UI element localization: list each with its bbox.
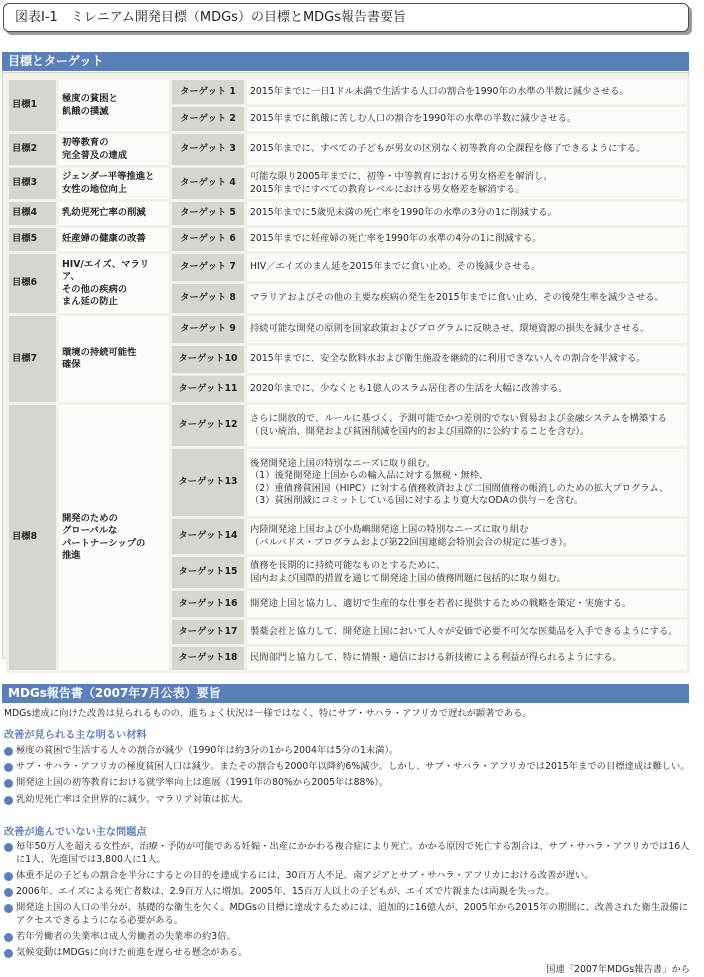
bullet-dot-icon <box>4 888 13 897</box>
goal-target-row <box>8 201 689 227</box>
bullet-text: 若年労働者の失業率は成人労働者の失業率の約3倍。 <box>16 930 236 942</box>
negative-heading: 改善が進んでいない主な問題点 <box>4 827 147 838</box>
goal-label: 目標5 <box>8 227 58 253</box>
goal-name: ジェンダー平等推進と 女性の地位向上 <box>58 167 171 201</box>
bullet-dot-icon <box>4 779 13 788</box>
bullet-item <box>4 931 692 944</box>
bullet-text: 気候変動はMDGsに向けた前進を遅らせる懸念がある。 <box>16 947 248 959</box>
negative-list <box>4 841 692 963</box>
target-text: 内陸開発途上国および小島嶼開発途上国の特別なニーズに取り組む （バルバドス・プログラムおよび第22回国連総会特別会合の規定に基づき）。 <box>246 518 689 556</box>
target-label: ターゲット 4 <box>171 167 246 201</box>
goal-name: 初等教育の 完全普及の達成 <box>58 133 171 167</box>
target-label: ターゲット 6 <box>171 227 246 253</box>
goal-name: HIV/エイズ、マラリア、 その他の疾病の まん延の防止 <box>58 253 171 315</box>
goals-section-heading: 目標とターゲット <box>2 52 689 71</box>
goal-name: 乳幼児死亡率の削減 <box>58 201 171 227</box>
target-text: 後発開発途上国の特別なニーズに取り組む。 （1）後発開発途上国からの輸入品に対する無税・無枠、 （2）重債務貧困国（HIPC）に対する債務救済および二国間債務の帳消しのための拡大プログラム、 （3）貧困削減にコミットしている国に対するより寛大なODAの供与－を含む。 <box>246 448 689 518</box>
bullet-dot-icon <box>4 796 13 805</box>
positive-heading: 改善が見られる主な明るい材料 <box>4 730 147 741</box>
goal-label: 目標2 <box>8 133 58 167</box>
bullet-item <box>4 761 692 774</box>
report-section-heading: MDGs報告書（2007年7月公表）要旨 <box>2 684 689 703</box>
figure-title-box <box>3 3 689 32</box>
bullet-item <box>4 794 692 807</box>
bullet-item <box>4 947 692 960</box>
target-label: ターゲット 7 <box>171 253 246 283</box>
bullet-text: 2006年、エイズによる死亡者数は、2.9百万人に増加。2005年、15百万人以上の子どもが、エイズで片親または両親を失った。 <box>16 885 555 897</box>
target-text: 持続可能な開発の原則を国家政策およびプログラムに反映させ、環境資源の損失を減少させる。 <box>246 315 689 345</box>
bullet-text: 開発途上国の初等教育における就学率向上は進展（1991年の80%から2005年は88%）。 <box>16 777 389 789</box>
bullet-dot-icon <box>4 843 13 852</box>
target-label: ターゲット12 <box>171 404 246 448</box>
target-text: さらに開放的で、ルールに基づく、予測可能でかつ差別的でない貿易および金融システムを構築する （良い統治、開発および貧困削減を国内的および国際的に公約することを含む）。 <box>246 404 689 448</box>
target-label: ターゲット11 <box>171 375 246 404</box>
target-label: ターゲット 8 <box>171 283 246 315</box>
bullet-item <box>4 777 692 790</box>
target-text: 可能な限り2005年までに、初等・中等教育における男女格差を解消し、 2015年までにすべての教育レベルにおける男女格差を解消する。 <box>246 167 689 201</box>
goal-label: 目標6 <box>8 253 58 315</box>
bullet-dot-icon <box>4 949 13 958</box>
bullet-item <box>4 745 692 758</box>
target-label: ターゲット10 <box>171 345 246 375</box>
goal-label: 目標4 <box>8 201 58 227</box>
bullet-text: 体重不足の子どもの割合を半分にするとの目的を達成するには、30百万人不足。南アジアとサブ・サハラ・アフリカにおける改善が遅い。 <box>16 869 594 881</box>
target-text: 2015年までに、安全な飲料水および衛生施設を継続的に利用できない人々の割合を半減する。 <box>246 345 689 375</box>
target-label: ターゲット 9 <box>171 315 246 345</box>
bullet-text: 毎年50万人を超える女性が、治療・予防が可能である妊娠・出産にかかわる複合症により死亡。かかる原因で死亡する割合は、サブ・サハラ・アフリカでは16人に1人、先進国では3,800人に1人。 <box>16 841 690 865</box>
goals-table <box>6 77 690 673</box>
goal-label: 目標8 <box>8 404 58 672</box>
goal-target-row <box>8 79 689 106</box>
bullet-text: 乳幼児死亡率は全世界的に減少。マラリア対策は拡大。 <box>16 793 249 805</box>
target-text: 製薬会社と協力して、開発途上国において人々が安価で必要不可欠な医薬品を入手できるようにする。 <box>246 619 689 646</box>
target-label: ターゲット 2 <box>171 106 246 133</box>
bullet-dot-icon <box>4 933 13 942</box>
target-text: 2015年までに飢餓に苦しむ人口の割合を1990年の水準の半数に減少させる。 <box>246 106 689 133</box>
positive-list <box>4 745 692 810</box>
bullet-dot-icon <box>4 763 13 772</box>
goal-target-row <box>8 167 689 201</box>
bullet-dot-icon <box>4 872 13 881</box>
goal-label: 目標7 <box>8 315 58 404</box>
target-label: ターゲット17 <box>171 619 246 646</box>
target-text: HIV／エイズのまん延を2015年までに食い止め、その後減少させる。 <box>246 253 689 283</box>
goal-label: 目標1 <box>8 79 58 133</box>
goal-name: 環境の持続可能性 確保 <box>58 315 171 404</box>
bullet-item <box>4 902 692 927</box>
target-text: 2015年までに5歳児未満の死亡率を1990年の水準の3分の1に削減する。 <box>246 201 689 227</box>
target-label: ターゲット13 <box>171 448 246 518</box>
goal-target-row <box>8 253 689 283</box>
goals-panel <box>2 72 689 664</box>
target-label: ターゲット15 <box>171 556 246 590</box>
target-label: ターゲット14 <box>171 518 246 556</box>
bullet-dot-icon <box>4 904 13 913</box>
target-text: 開発途上国と協力し、適切で生産的な仕事を若者に提供するための戦略を策定・実施する。 <box>246 590 689 619</box>
goal-target-row <box>8 133 689 167</box>
bullet-text: 極度の貧困で生活する人々の割合が減少（1990年は約3分の1から2004年は5分の1未満）。 <box>16 745 399 756</box>
target-text: 2020年までに、少なくとも1億人のスラム居住者の生活を大幅に改善する。 <box>246 375 689 404</box>
goal-target-row <box>8 227 689 253</box>
target-text: 民間部門と協力して、特に情報・通信における新技術による利益が得られるようにする。 <box>246 646 689 672</box>
target-text: 2015年までに妊産婦の死亡率を1990年の水準の4分の1に削減する。 <box>246 227 689 253</box>
target-text: 債務を長期的に持続可能なものとするために、 国内および国際的措置を通じて開発途上国の債務問題に包括的に取り組む。 <box>246 556 689 590</box>
bullet-item <box>4 886 692 899</box>
goal-target-row <box>8 404 689 448</box>
goal-target-row <box>8 315 689 345</box>
goal-name: 極度の貧困と 飢餓の撲滅 <box>58 79 171 133</box>
goal-name: 開発のための グローバルな パートナーシップの 推進 <box>58 404 171 672</box>
report-intro: MDGs達成に向けた改善は見られるものの、進ちょく状況は一様ではなく、特にサブ・サハラ・アフリカで遅れが顕著である。 <box>4 708 532 719</box>
goal-label: 目標3 <box>8 167 58 201</box>
target-text: 2015年までに一日1ドル未満で生活する人口の割合を1990年の水準の半数に減少させる。 <box>246 79 689 106</box>
target-label: ターゲット16 <box>171 590 246 619</box>
goal-name: 妊産婦の健康の改善 <box>58 227 171 253</box>
target-text: マラリアおよびその他の主要な疾病の発生を2015年までに食い止め、その後発生率を減少させる。 <box>246 283 689 315</box>
target-label: ターゲット 5 <box>171 201 246 227</box>
bullet-item <box>4 841 692 866</box>
bullet-item <box>4 870 692 883</box>
bullet-text: 開発途上国の人口の半分が、基礎的な衛生を欠く。MDGsの目標に達成するためには、追加的に16億人が、2005年から2015年の期間に、改善された衛生設備にアクセスできるようになる必要がある。 <box>16 902 688 926</box>
source-note: 国連「2007年MDGs報告書」から <box>546 964 690 975</box>
target-text: 2015年までに、すべての子どもが男女の区別なく初等教育の全課程を修了できるようにする。 <box>246 133 689 167</box>
bullet-text: サブ・サハラ・アフリカの極度貧困人口は減少。またその割合も2000年以降約6%減少。しかし、サブ・サハラ・アフリカでは2015年までの目標達成は難しい。 <box>16 761 690 773</box>
target-label: ターゲット 1 <box>171 79 246 106</box>
bullet-dot-icon <box>4 747 13 756</box>
target-label: ターゲット 3 <box>171 133 246 167</box>
figure-title: 図表I-1 ミレニアム開発目標（MDGs）の目標とMDGs報告書要旨 <box>15 10 407 25</box>
target-label: ターゲット18 <box>171 646 246 672</box>
